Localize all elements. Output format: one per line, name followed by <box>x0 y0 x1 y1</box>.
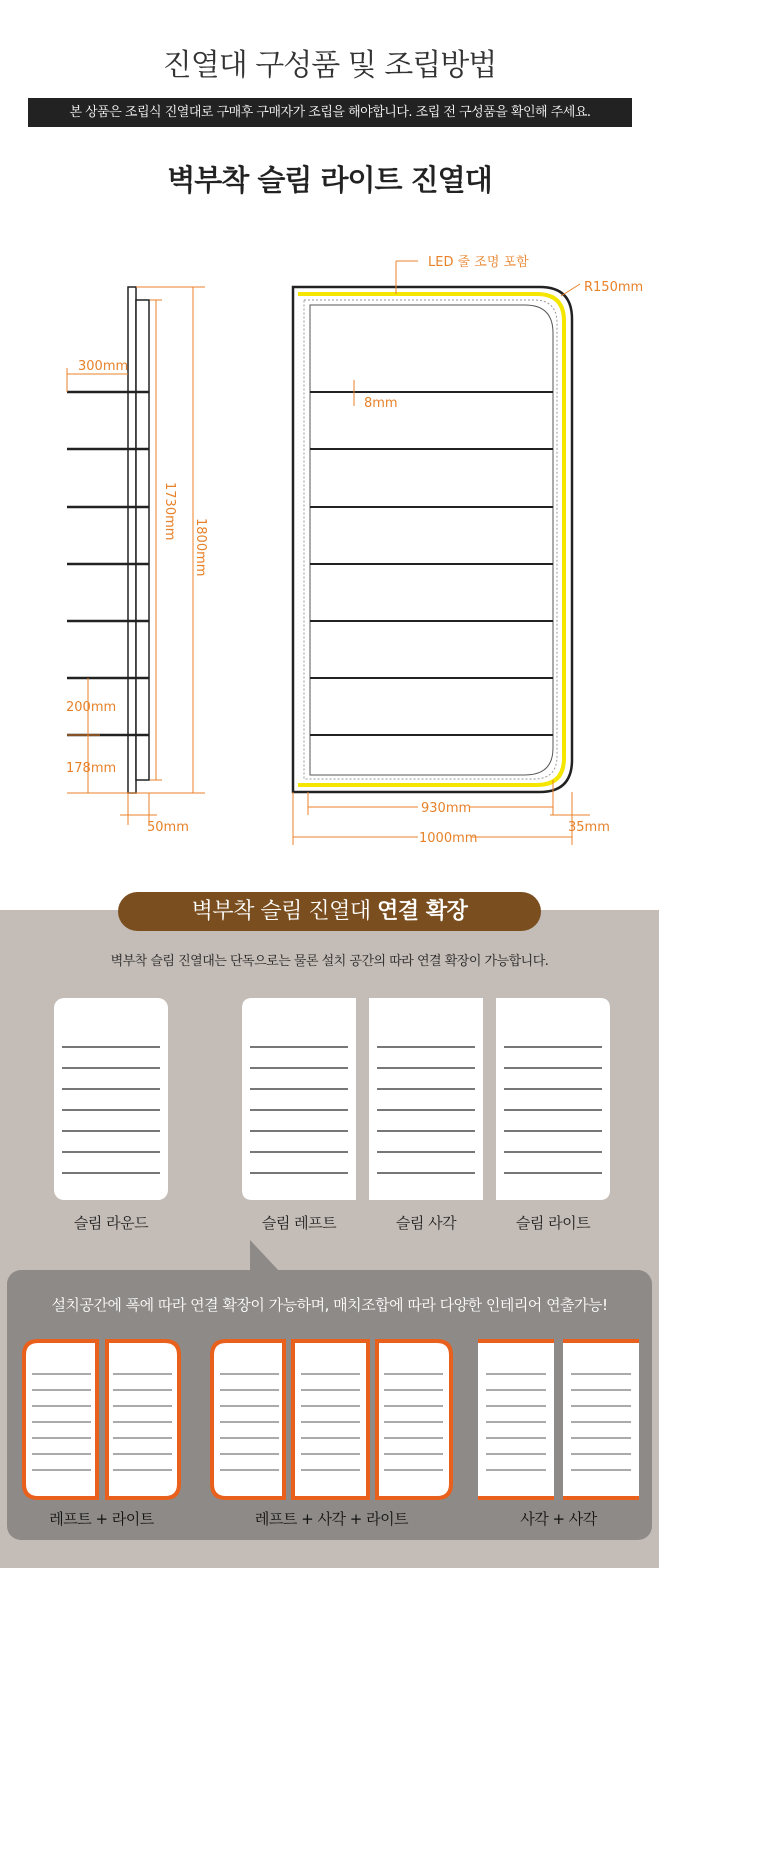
type-label-square: 슬림 사각 <box>395 1214 457 1232</box>
combo-label-2: 레프트 + 사각 + 라이트 <box>254 1510 409 1528</box>
panel-slim-right <box>496 998 610 1200</box>
assembly-notice: 본 상품은 조립식 진열대로 구매후 구매자가 조립을 해야합니다. 조립 전 구성품을 확인해 주세요. <box>28 98 632 127</box>
panel-slim-square <box>369 998 483 1200</box>
dimension-diagram <box>0 230 659 870</box>
inner-height-label: 1730mm <box>162 482 177 541</box>
panel-slim-left <box>242 998 356 1200</box>
type-label-left: 슬림 레프트 <box>261 1214 337 1232</box>
bubble-tail <box>250 1240 280 1272</box>
type-label-round: 슬림 라운드 <box>73 1214 149 1232</box>
panel-types <box>0 995 659 1205</box>
panel-slim-round <box>54 998 168 1200</box>
product-title: 벽부착 슬림 라이트 진열대 <box>167 163 492 197</box>
type-label-right: 슬림 라이트 <box>515 1214 591 1232</box>
expansion-description: 벽부착 슬림 진열대는 단독으로는 물론 설치 공간의 따라 연결 확장이 가능합니다. <box>110 954 549 969</box>
combination-panels <box>0 1336 659 1506</box>
combo-square-square <box>478 1341 639 1498</box>
total-width-label: 1000mm <box>419 831 478 846</box>
shelf-thickness-label: 8mm <box>364 396 398 411</box>
total-height-label: 1800mm <box>193 518 208 577</box>
page-title: 진열대 구성품 및 조립방법 <box>162 48 497 83</box>
shelf-gap-label: 200mm <box>66 700 117 715</box>
bubble-text: 설치공간에 폭에 따라 연결 확장이 가능하며, 매치조합에 따라 다양한 인테리어 연출가능! <box>51 1296 608 1314</box>
expansion-heading: 벽부착 슬림 진열대 연결 확장 <box>118 892 541 931</box>
combo-left-right <box>24 1341 179 1498</box>
edge-width-label: 35mm <box>568 820 610 835</box>
led-label: LED 줄 조명 포함 <box>428 255 529 270</box>
front-view <box>293 287 572 792</box>
combo-left-square-right <box>212 1341 451 1498</box>
bottom-gap-label: 178mm <box>66 761 117 776</box>
inner-width-label: 930mm <box>421 801 472 816</box>
combo-label-1: 레프트 + 라이트 <box>49 1510 154 1528</box>
radius-label: R150mm <box>584 280 644 295</box>
side-depth-label: 300mm <box>78 359 129 374</box>
combo-label-3: 사각 + 사각 <box>520 1510 597 1528</box>
side-width-label: 50mm <box>147 820 189 835</box>
